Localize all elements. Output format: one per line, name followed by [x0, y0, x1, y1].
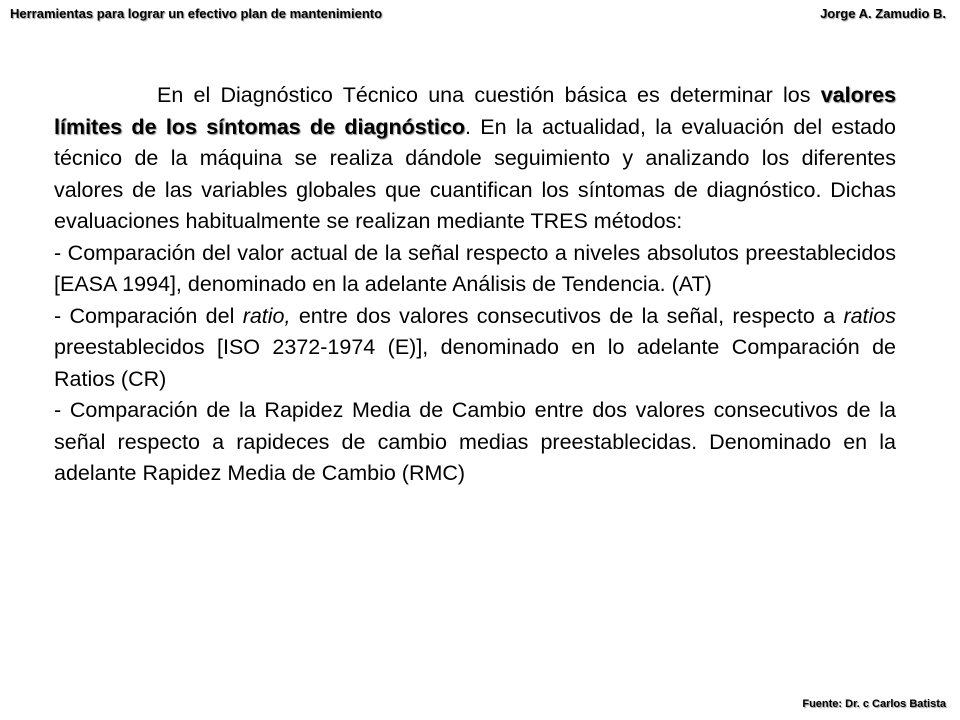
method-item-cr	[54, 301, 896, 396]
method-item-rmc: - Comparación de la Rapidez Media de Cambio entre dos valores consecutivos de la señal respecto a rapideces de cambio medias preestablecidas. Denominado en la adelante Rapidez Media de Cambio (RMC)	[54, 398, 896, 485]
main-text	[54, 80, 896, 490]
header-author: Jorge A. Zamudio B.	[820, 6, 946, 21]
intro-text-before: En el Diagnóstico Técnico una cuestión básica es determinar los	[157, 83, 821, 107]
method-cr-part2: entre dos valores consecutivos de la señal, respecto a	[290, 303, 844, 328]
intro-text-after: . En la actualidad, la evaluación del estado técnico de la máquina se realiza dándole seguimiento y analizando los diferentes valores de las variables globales que cuantifican los síntomas de diagnóstico. Dichas evaluaciones habitualmente se realizan mediante TRES métodos:	[54, 114, 896, 233]
method-cr-italic1: ratio,	[242, 303, 291, 328]
header-title: Herramientas para lograr un efectivo plan de mantenimiento	[10, 6, 383, 21]
method-cr-part3: preestablecidos [ISO 2372-1974 (E)], denominado en lo adelante Comparación de Ratios (CR)	[54, 335, 896, 391]
method-cr-italic2: ratios	[843, 303, 897, 328]
intro-emphasis: valores límites de los síntomas de diagnóstico	[54, 83, 896, 139]
method-cr-part1: - Comparación del	[54, 303, 243, 328]
method-item-at: - Comparación del valor actual de la señal respecto a niveles absolutos preestablecidos [EASA 1994], denominado en la adelante Análisis de Tendencia. (AT)	[54, 240, 896, 296]
footer-source: Fuente: Dr. c Carlos Batista	[802, 698, 946, 710]
intro-paragraph	[54, 80, 896, 238]
